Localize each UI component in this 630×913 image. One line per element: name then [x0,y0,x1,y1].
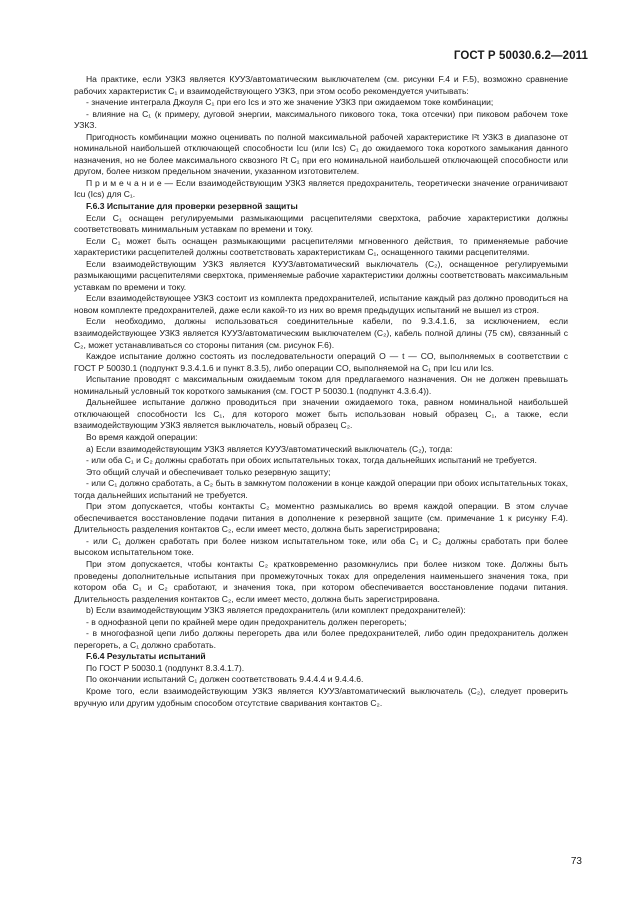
paragraph-21: При этом допускается, чтобы контакты C₂ кратковременно разомкнулись при более низком токе. Должны быть проведены дополнительные испытания при промежуточных токах для определения наименьшего значения тока, при котором оба C₁ и C₂ сработают, и значения тока, при котором обеспечивается восстановление подачи питания. Длительность разделения контактов C₂, если имеет место, должна быть зарегистрирована. [74,558,568,604]
note-paragraph: П р и м е ч а н и е — Если взаимодействующим УЗКЗ является предохранитель, теоретически значение ограничивают Icu (Ics) для C₁. [74,177,568,200]
paragraph-7: Если C₁ может быть оснащен размыкающими расцепителями мгновенного действия, то применяемые рабочие характеристики расцепителей должны соответствовать характеристикам C₁, оснащенного такими расцепителями. [74,235,568,258]
paragraph-4: Пригодность комбинации можно оценивать по полной максимальной рабочей характеристике I²t УЗКЗ в диапазоне от номинальной наибольшей отключающей способности Icu (или Ics) C₁ до ожидаемого тока короткого замыкания данного назначения, но не более максимального сквозного I²t C₁ при его номинальной наибольшей отключающей способности или другом, более низком предельном значении, указанном изготовителем. [74,131,568,177]
paragraph-6: Если C₁ оснащен регулируемыми размыкающими расцепителями сверхтока, рабочие характеристики должны соответствовать минимальным уставкам по времени и току. [74,212,568,235]
paragraph-8: Если взаимодействующим УЗКЗ является КУУЗ/автоматический выключатель (C₂), оснащенное регулируемыми размыкающими расцепителями сверхтока, применяемые рабочие характеристики должны соответствовать максимальным уставкам по времени и току. [74,258,568,292]
paragraph-14: Во время каждой операции: [86,431,198,442]
paragraph-9: Если взаимодействующее УЗКЗ состоит из комплекта предохранителей, испытание каждый раз должно проводиться на новом комплекте предохранителей, даже если какой-то из них во время предыдущих испытаний не вышел из строя. [74,293,568,315]
section-heading-f63: F.6.3 Испытание для проверки резервной защиты [86,201,298,212]
paragraph-26: По ГОСТ Р 50030.1 (подпункт 8.3.4.1.7). [86,662,245,673]
page-number: 73 [570,856,582,867]
paragraph-15: а) Если взаимодействующим УЗКЗ является КУУЗ/автоматический выключатель (C₂), тогда: [86,443,453,454]
paragraph-12: Испытание проводят с максимальным ожидаемым током для предлагаемого назначения. Он не должен превышать номинальный условный ток короткого замыкания (см. ГОСТ Р 50030.1 (подпункт 4.3.6.4)). [74,374,568,396]
paragraph-27: По окончании испытаний C₁ должен соответствовать 9.4.4.4 и 9.4.4.6. [86,674,364,685]
paragraph-2: - значение интеграла Джоуля C₁ при его Iсs и это же значение УЗКЗ при ожидаемом токе комбинации; [86,97,494,108]
paragraph-24: - в многофазной цепи либо должны перегореть два или более предохранителей, либо один предохранитель должен перегореть, а C₁ должно сработать. [74,628,568,650]
standard-code-header: ГОСТ Р 50030.6.2—2011 [453,50,588,62]
paragraph-10: Если необходимо, должны использоваться соединительные кабели, по 9.3.4.1.6, за исключением, если взаимодействующее УЗКЗ является КУУЗ/автоматическим выключателем (C₂), кабель полной длины (75 см), связанный с C₂, может устанавливаться со стороны питания (см. рисунок F.6). [74,316,568,350]
paragraph-13: Дальнейшее испытание должно проводиться при значении ожидаемого тока, равном номинальной наибольшей отключающей способности Ics C₁, для которого может быть использован новый образец C₁, а также, если взаимодействующим УЗКЗ является выключатель, новый образец C₂. [74,397,568,431]
paragraph-28: Кроме того, если взаимодействующим УЗКЗ является КУУЗ/автоматический выключатель (C₂), следует проверить вручную или другим удобным способом отсутствие сваривания контактов C₂. [74,685,568,708]
paragraph-22: b) Если взаимодействующим УЗКЗ является предохранитель (или комплект предохранителей): [86,605,466,616]
body-text [74,74,568,709]
paragraph-16: - или оба C₁ и C₂ должны сработать при обоих испытательных токах, тогда дальнейших испытаний не требуется. [86,455,537,466]
paragraph-20: - или C₁ должен сработать при более низком испытательном токе, или оба C₁ и C₂ должны сработать при более высоком испытательном токе. [74,535,568,558]
paragraph-3: - влияние на C₁ (к примеру, дуговой энергии, максимального пикового тока, тока отсечки) при пиковом рабочем токе УЗКЗ. [74,108,568,131]
paragraph-11: Каждое испытание должно состоять из последовательности операций O — t — CO, выполняемых в соответствии с ГОСТ Р 50030.1 (подпункт 9.3.4.1.6 и пункт 8.3.5), либо операции CO, выполняемой на C₁ при Icu или Ics. [74,351,568,373]
paragraph-17: Это общий случай и обеспечивает только резервную защиту; [86,466,331,477]
section-heading-f64: F.6.4 Результаты испытаний [86,651,206,662]
paragraph-18: - или C₁ должно сработать, а C₂ быть в замкнутом положении в конце каждой операции при обоих испытательных токах, тогда дальнейших испытаний не требуется. [74,478,568,500]
paragraph-19: При этом допускается, чтобы контакты C₂ моментно размыкались во время каждой операции. В этом случае обеспечивается восстановление подачи питания в дополнение к резервной защите (см. примечание 1 к рисунку F.4). Длительность разделения контактов C₂, если имеет место, должна быть зарегистрирована; [74,501,568,535]
paragraph-23: - в однофазной цепи по крайней мере один предохранитель должен перегореть; [86,616,407,627]
paragraph-1: На практике, если УЗКЗ является КУУЗ/автоматическим выключателем (см. рисунки F.4 и F.5), возможно сравнение рабочих характеристик C₁ и взаимодействующего УЗКЗ, при этом особо рекомендуется учитывать: [74,74,568,96]
